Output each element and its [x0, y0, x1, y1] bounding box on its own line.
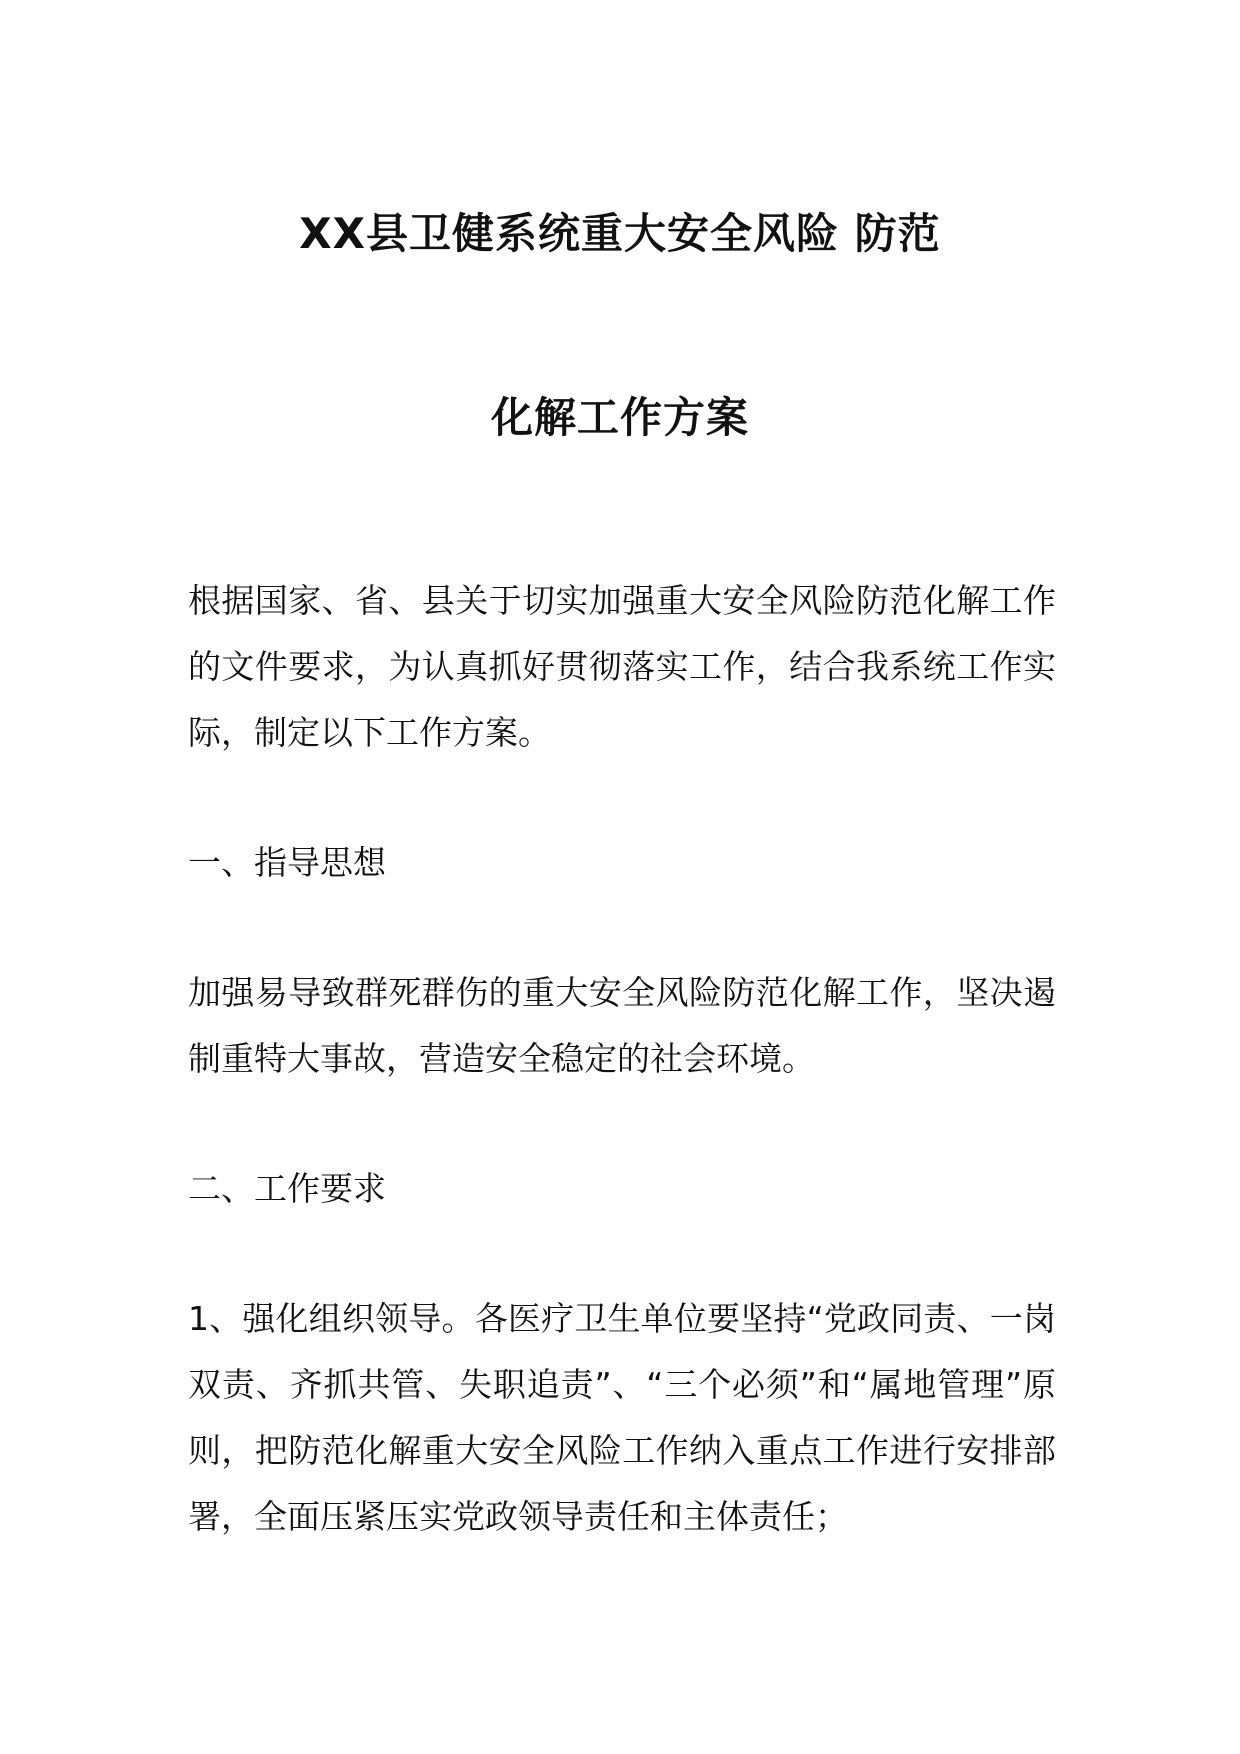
intro-paragraph: 根据国家、省、县关于切实加强重大安全风险防范化解工作的文件要求，为认真抓好贯彻落实工作，结合我系统工作实际，制定以下工作方案。	[188, 581, 1056, 752]
section-heading-guiding-ideology: 一、指导思想	[188, 843, 386, 882]
section-heading-work-requirements: 二、工作要求	[188, 1169, 386, 1208]
document-title-line-2: 化解工作方案	[490, 393, 749, 442]
guiding-ideology-paragraph: 加强易导致群死群伤的重大安全风险防范化解工作，坚决遏制重特大事故，营造安全稳定的社会环境。	[188, 973, 1056, 1078]
work-requirement-item-1: 1、强化组织领导。各医疗卫生单位要坚持“党政同责、一岗双责、齐抓共管、失职追责”、“三个必须”和“属地管理”原则，把防范化解重大安全风险工作纳入重点工作进行安排部署，全面压紧压实党政领导责任和主体责任；	[188, 1299, 1056, 1536]
document-title-line-1: XX县卫健系统重大安全风险 防范	[299, 209, 941, 258]
